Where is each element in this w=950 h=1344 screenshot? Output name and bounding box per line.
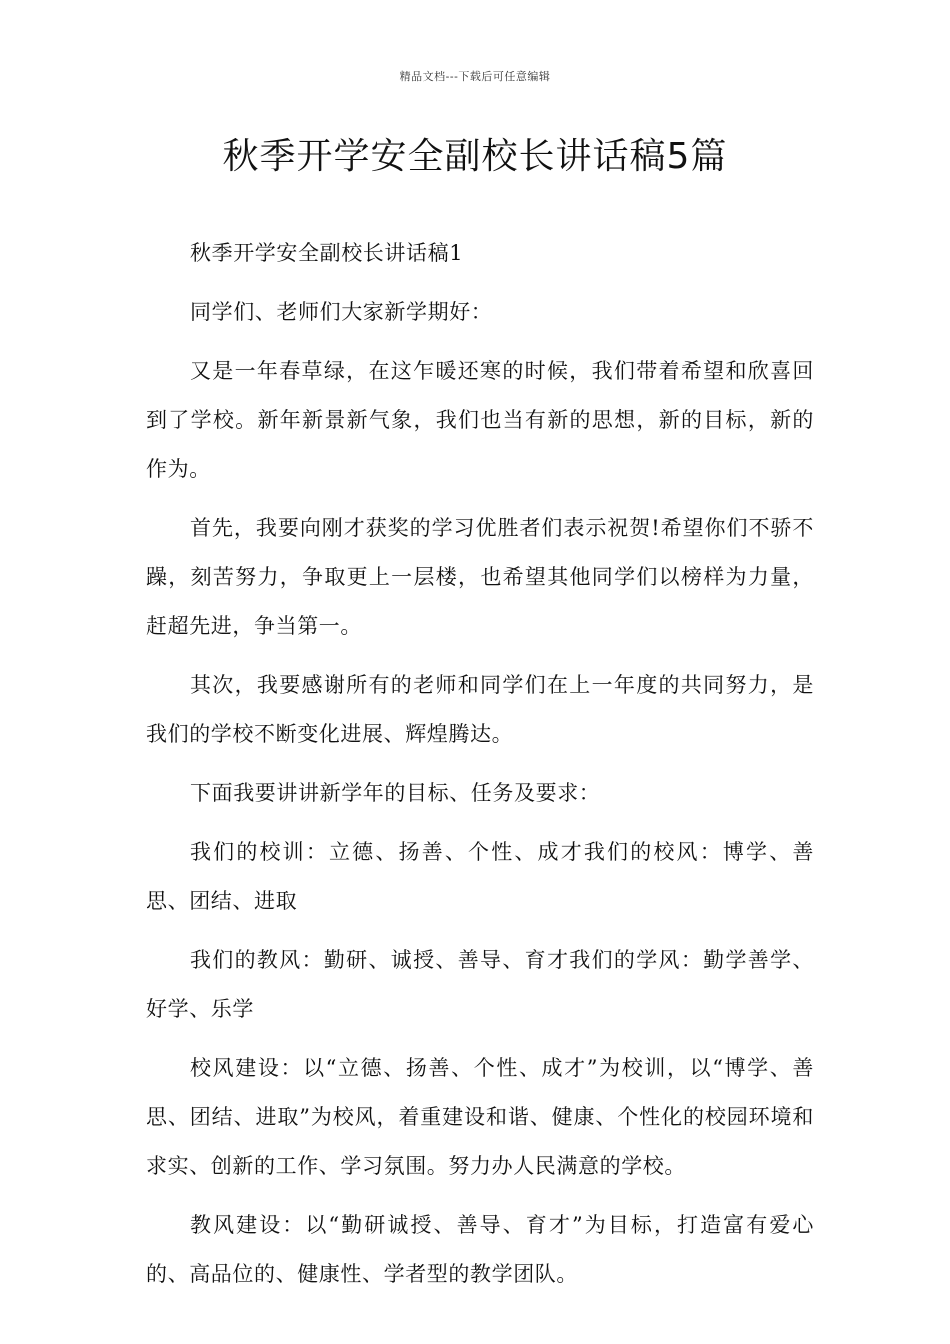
paragraph-greeting: 同学们、老师们大家新学期好：: [190, 300, 493, 324]
paragraph: 其次，我要感谢所有的老师和同学们在上一年度的共同努力，是我们的学校不断变化进展、辉煌腾达。: [146, 673, 814, 746]
paragraph: 又是一年春草绿，在这乍暖还寒的时候，我们带着希望和欣喜回到了学校。新年新景新气象，我们也当有新的思想，新的目标，新的作为。: [146, 359, 814, 481]
paragraph: 我们的校训：立德、扬善、个性、成才我们的校风：博学、善思、团结、进取: [146, 840, 814, 913]
document-body: [146, 229, 814, 1309]
document-title: 秋季开学安全副校长讲话稿5篇: [222, 136, 728, 177]
paragraph: 校风建设：以“立德、扬善、个性、成才”为校训，以“博学、善思、团结、进取”为校风，着重建设和谐、健康、个性化的校园环境和求实、创新的工作、学习氛围。努力办人民满意的学校。: [146, 1056, 814, 1178]
paragraph: 首先，我要向刚才获奖的学习优胜者们表示祝贺!希望你们不骄不躁，刻苦努力，争取更上一层楼，也希望其他同学们以榜样为力量，赶超先进，争当第一。: [146, 516, 814, 638]
paragraph-subtitle: 秋季开学安全副校长讲话稿1: [190, 241, 464, 265]
paragraph: 教风建设：以“勤研诚授、善导、育才”为目标，打造富有爱心的、高品位的、健康性、学者型的教学团队。: [146, 1213, 814, 1286]
paragraph: 下面我要讲讲新学年的目标、任务及要求：: [190, 781, 601, 805]
paragraph: 我们的教风：勤研、诚授、善导、育才我们的学风：勤学善学、好学、乐学: [146, 948, 814, 1021]
header-note: 精品文档---下载后可任意编辑: [399, 70, 551, 83]
